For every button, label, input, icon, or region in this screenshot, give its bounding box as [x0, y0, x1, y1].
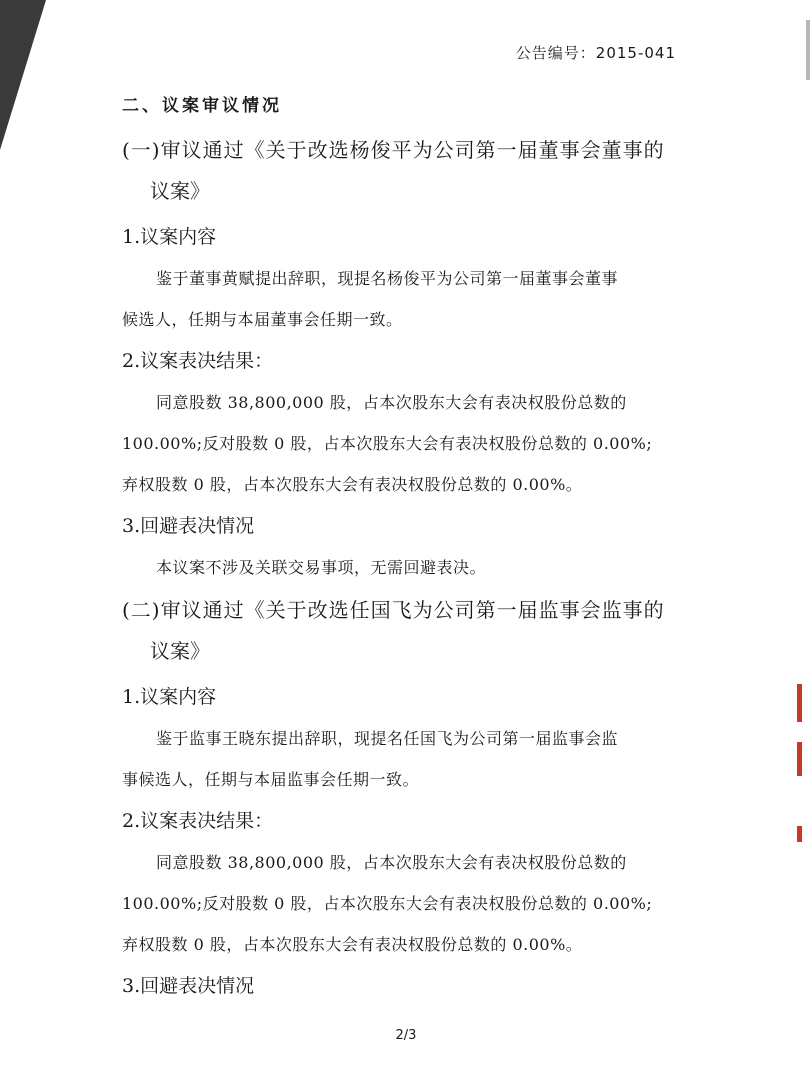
motion2-vote-text: 同意股数 38,800,000 股，占本次股东大会有表决权股份总数的 [156, 853, 627, 872]
motion2-vote-text: 100.00%;反对股数 0 股，占本次股东大会有表决权股份总数的 0.00%; [122, 894, 653, 913]
motion1-vote-text: 100.00%;反对股数 0 股，占本次股东大会有表决权股份总数的 0.00%; [122, 434, 653, 453]
section-title: 二、议案审议情况 [122, 96, 282, 116]
scan-edge-smudge [806, 20, 810, 80]
page-number: 2/3 [395, 1028, 417, 1043]
red-seal-edge-mark [797, 742, 802, 776]
motion1-title-cont: 议案》 [150, 179, 210, 203]
notice-number: 公告编号：2015-041 [515, 44, 676, 62]
document-body [122, 88, 682, 1007]
motion2-title: (二)审议通过《关于改选任国飞为公司第一届监事会监事的 [122, 598, 665, 622]
motion2-avoid-heading: 3.回避表决情况 [122, 975, 255, 997]
motion2-content-text: 事候选人，任期与本届监事会任期一致。 [122, 770, 420, 789]
motion2-content-text: 鉴于监事王晓东提出辞职，现提名任国飞为公司第一届监事会监 [156, 729, 619, 748]
motion1-content-text: 候选人，任期与本届董事会任期一致。 [122, 310, 403, 329]
red-seal-edge-mark [797, 684, 802, 722]
motion2-vote-heading: 2.议案表决结果： [122, 810, 274, 832]
motion2-content-heading: 1.议案内容 [122, 686, 217, 708]
motion1-vote-text: 弃权股数 0 股，占本次股东大会有表决权股份总数的 0.00%。 [122, 475, 583, 494]
motion1-vote-text: 同意股数 38,800,000 股，占本次股东大会有表决权股份总数的 [156, 393, 627, 412]
red-seal-edge-mark [797, 826, 802, 842]
motion1-content-text: 鉴于董事黄赋提出辞职，现提名杨俊平为公司第一届董事会董事 [156, 269, 619, 288]
motion1-vote-heading: 2.议案表决结果： [122, 350, 274, 372]
motion2-title-cont: 议案》 [150, 639, 210, 663]
motion1-avoid-text: 本议案不涉及关联交易事项，无需回避表决。 [156, 558, 487, 577]
scan-shadow-corner [0, 0, 46, 150]
motion1-content-heading: 1.议案内容 [122, 226, 217, 248]
motion1-title: (一)审议通过《关于改选杨俊平为公司第一届董事会董事的 [122, 138, 665, 162]
motion1-avoid-heading: 3.回避表决情况 [122, 515, 255, 537]
motion2-vote-text: 弃权股数 0 股，占本次股东大会有表决权股份总数的 0.00%。 [122, 935, 583, 954]
